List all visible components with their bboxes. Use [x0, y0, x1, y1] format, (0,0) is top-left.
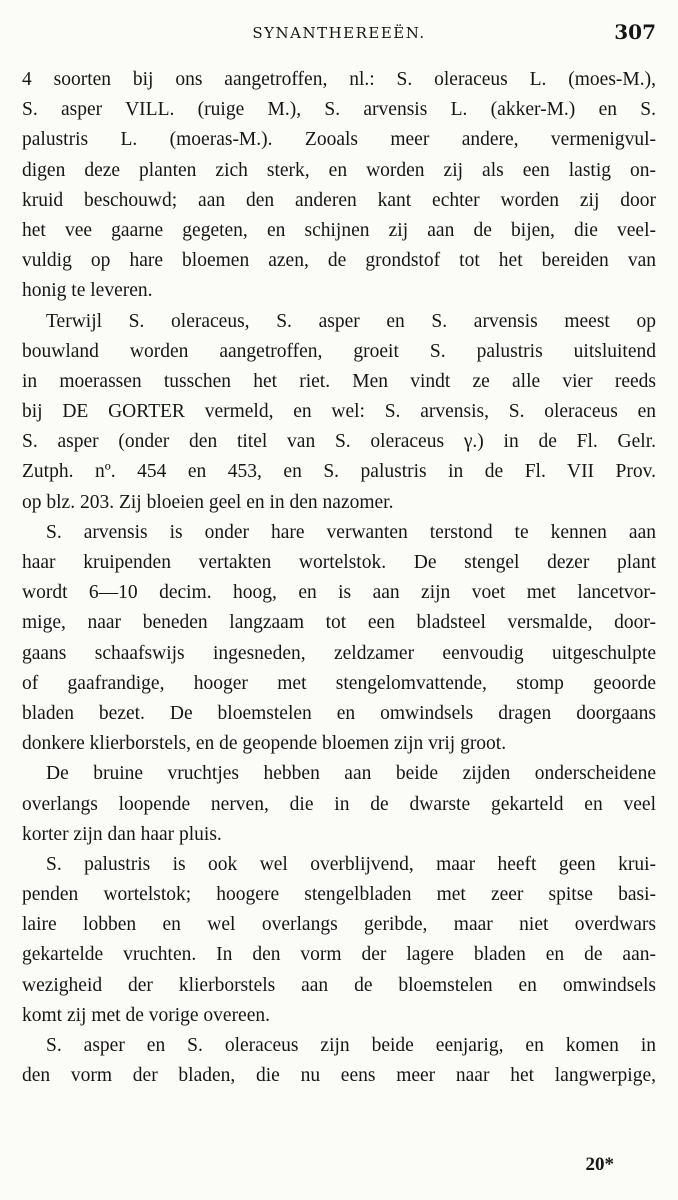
running-title: SYNANTHEREEËN. — [252, 24, 426, 42]
text-line: bij DE GORTER vermeld, en wel: S. arvensis, S. oleraceus en — [22, 401, 656, 423]
text-line: het vee gaarne gegeten, en schijnen zij aan de bijen, die veel- — [22, 219, 656, 241]
text-line: gaans schaafswijs ingesneden, zeldzamer eenvoudig uitgeschulpte — [22, 642, 656, 664]
text-line: palustris L. (moeras-M.). Zooals meer andere, vermenigvul- — [22, 129, 656, 151]
text-line: S. arvensis is onder hare verwanten terstond te kennen aan — [46, 521, 656, 543]
signature-mark: 20* — [585, 1154, 614, 1175]
text-line: bladen bezet. De bloemstelen en omwindsels dragen doorgaans — [22, 702, 656, 724]
text-line: gekartelde vruchten. In den vorm der lagere bladen en de aan- — [22, 944, 656, 966]
text-line: op blz. 203. Zij bloeien geel en in den nazomer. — [22, 491, 394, 513]
text-line: komt zij met de vorige overeen. — [22, 1004, 270, 1026]
text-line: haar kruipenden vertakten wortelstok. De stengel dezer plant — [22, 552, 656, 573]
text-line: korter zijn dan haar pluis. — [22, 823, 222, 845]
text-line: overlangs loopende nerven, die in de dwarste gekarteld en veel — [22, 793, 656, 815]
text-line: kruid beschouwd; aan den anderen kant echter worden zij door — [22, 189, 656, 211]
text-line: S. asper VILL. (ruige M.), S. arvensis L. (akker-M.) en S. — [22, 99, 656, 121]
text-line: bouwland worden aangetroffen, groeit S. palustris uitsluitend — [22, 340, 656, 362]
text-line: mige, naar beneden langzaam tot een bladsteel versmalde, door- — [22, 612, 656, 634]
text-line: Terwijl S. oleraceus, S. asper en S. arvensis meest op — [46, 310, 656, 332]
text-line: 4 soorten bij ons aangetroffen, nl.: S. oleraceus L. (moes-M.), — [22, 69, 656, 90]
text-line: honig te leveren. — [22, 280, 153, 302]
text-line: Zutph. nº. 454 en 453, en S. palustris in de Fl. VII Prov. — [22, 461, 656, 483]
text-line: S. palustris is ook wel overblijvend, maar heeft geen krui- — [46, 853, 656, 875]
text-line: den vorm der bladen, die nu eens meer naar het langwerpige, — [22, 1065, 656, 1087]
body-text — [22, 65, 656, 1091]
page-header — [22, 20, 656, 46]
text-line: of gaafrandige, hooger met stengelomvattende, stomp geoorde — [22, 672, 656, 694]
text-line: vuldig op hare bloemen azen, de grondstof tot het bereiden van — [22, 250, 656, 272]
text-line: wordt 6—10 decim. hoog, en is aan zijn voet met lancetvor- — [22, 582, 656, 604]
text-line: wezigheid der klierborstels aan de bloemstelen en omwindsels — [22, 974, 656, 996]
text-line: in moerassen tusschen het riet. Men vindt ze alle vier reeds — [22, 370, 656, 392]
text-line: penden wortelstok; hoogere stengelbladen met zeer spitse basi- — [22, 884, 656, 906]
page-number: 307 — [614, 20, 656, 44]
text-line: De bruine vruchtjes hebben aan beide zijden onderscheidene — [46, 763, 656, 785]
text-line: S. asper (onder den titel van S. oleraceus γ.) in de Fl. Gelr. — [22, 431, 656, 453]
text-line: donkere klierborstels, en de geopende bloemen zijn vrij groot. — [22, 733, 507, 755]
text-line: digen deze planten zich sterk, en worden zij als een lastig on- — [22, 159, 656, 181]
text-line: laire lobben en wel overlangs geribde, maar niet overdwars — [22, 914, 656, 936]
text-line: S. asper en S. oleraceus zijn beide eenjarig, en komen in — [46, 1035, 656, 1056]
